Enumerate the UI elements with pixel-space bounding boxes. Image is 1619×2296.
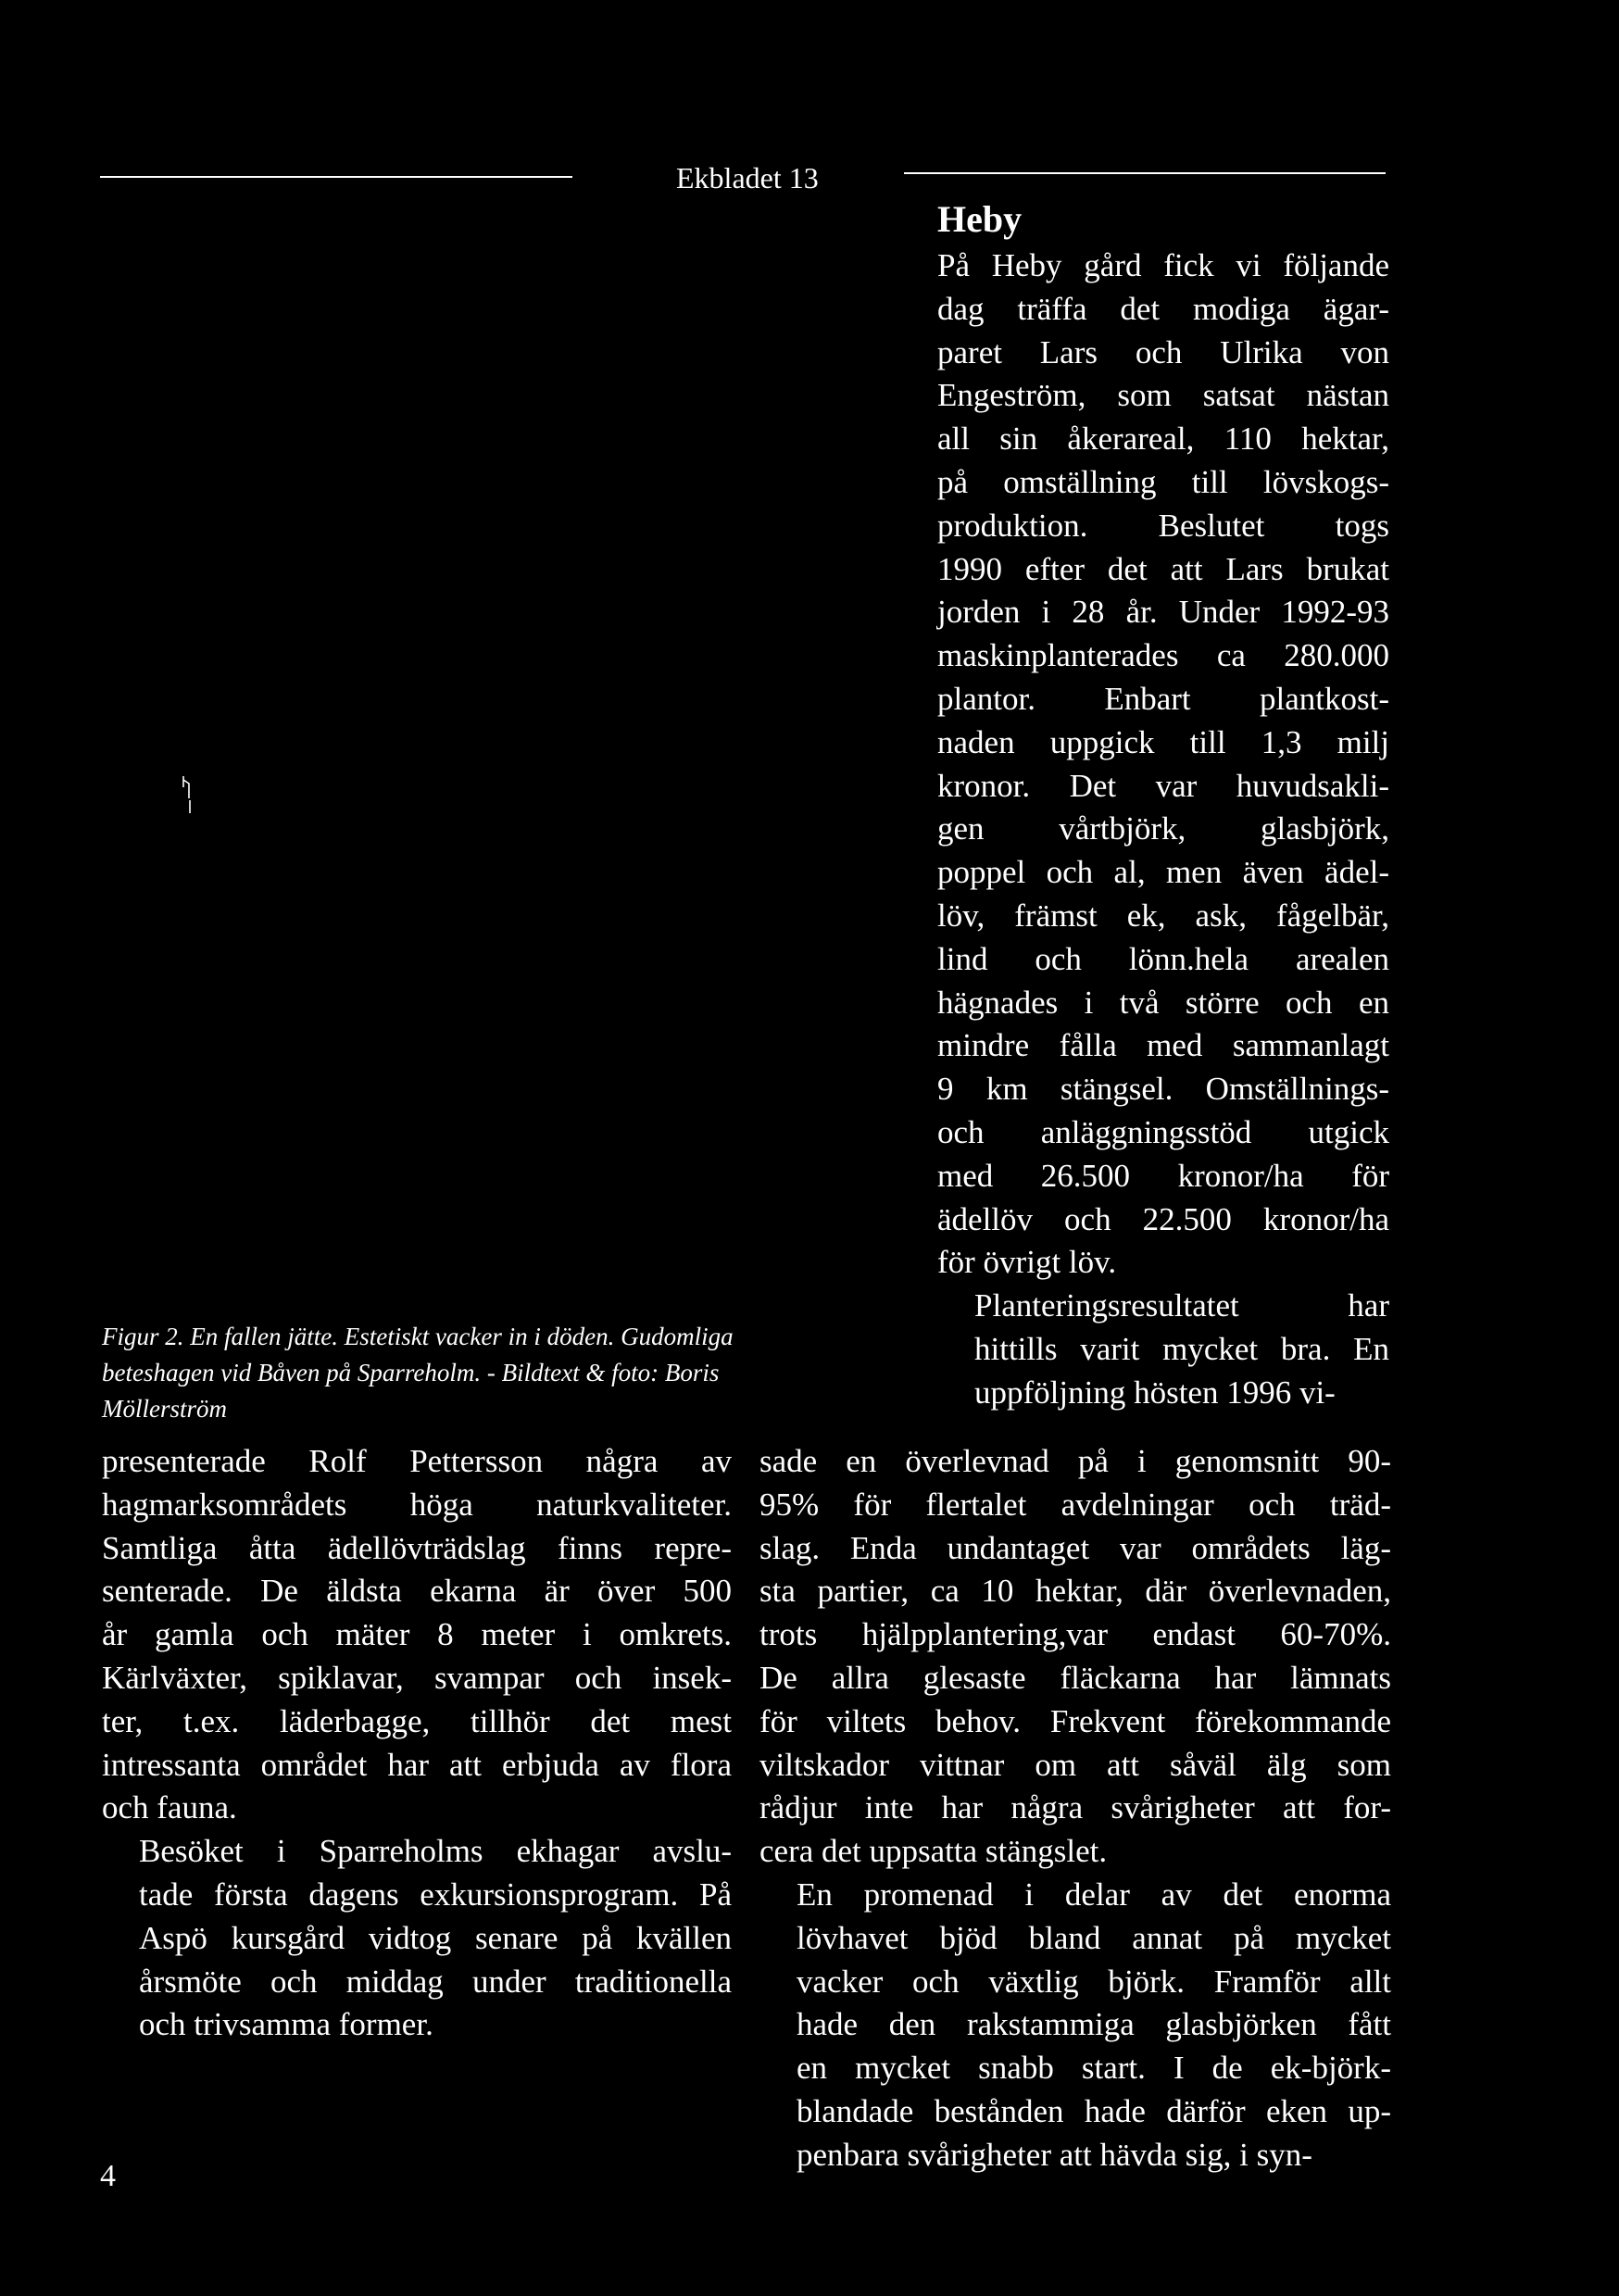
text-line: all sin åkerareal, 110 hektar, — [937, 420, 1389, 458]
text-line: Engeström, som satsat nästan — [937, 377, 1389, 414]
text-line: trots hjälpplantering,var endast 60-70%. — [759, 1616, 1391, 1653]
text-line: Planteringsresultatet har — [974, 1287, 1389, 1324]
text-line: kronor. Det var huvudsakli- — [937, 767, 1389, 804]
text-line: De allra glesaste fläckarna har lämnats — [759, 1659, 1391, 1696]
text-line: På Heby gård fick vi följande — [937, 247, 1389, 283]
text-line: sade en överlevnad på i genomsnitt 90- — [759, 1443, 1391, 1479]
text-line: och anläggningsstöd utgick — [937, 1113, 1389, 1150]
paragraph — [937, 245, 1389, 1285]
text-line: uppföljning hösten 1996 vi- — [974, 1374, 1336, 1411]
paragraph — [102, 1440, 732, 1830]
paragraph — [102, 1830, 732, 2047]
text-line: senterade. De äldsta ekarna är över 500 — [102, 1573, 732, 1610]
text-line: poppel och al, men även ädel- — [937, 854, 1389, 891]
text-line: rådjur inte har några svårigheter att for- — [759, 1789, 1391, 1826]
right-column-upper — [937, 245, 1389, 1415]
text-line: lövhavet bjöd bland annat på mycket — [797, 1919, 1391, 1956]
text-line: blandade bestånden hade därför eken up- — [797, 2092, 1391, 2129]
text-line: en mycket snabb start. I de ek-björk- — [797, 2050, 1391, 2087]
text-line: 1990 efter det att Lars brukat — [937, 550, 1389, 587]
text-line: ter, t.ex. läderbagge, tillhör det mest — [102, 1702, 732, 1739]
text-line: årsmöte och middag under traditionella — [139, 1963, 732, 2000]
text-line: plantor. Enbart plantkost- — [937, 680, 1389, 717]
text-line: viltskador vittnar om att såväl älg som — [759, 1746, 1391, 1783]
text-line: En promenad i delar av det enorma — [797, 1876, 1391, 1913]
header-rule-left — [100, 176, 572, 178]
header-rule-right — [904, 172, 1386, 174]
text-line: Aspö kursgård vidtog senare på kvällen — [139, 1919, 732, 1956]
text-line: sta partier, ca 10 hektar, där överlevnaden, — [759, 1573, 1391, 1610]
figure-caption: Figur 2. En fallen jätte. Estetiskt vacker in i döden. Gudomliga beteshagen vid Båven på Sparreholm. - Bildtext & foto: Boris Möllerström — [102, 1323, 734, 1423]
text-line: maskinplanterades ca 280.000 — [937, 637, 1389, 674]
text-line: för övrigt löv. — [937, 1244, 1117, 1281]
text-line: med 26.500 kronor/ha för — [937, 1157, 1389, 1194]
paragraph — [759, 1874, 1391, 2177]
text-line: penbara svårigheter att hävda sig, i syn- — [797, 2136, 1312, 2173]
text-line: vacker och växtlig björk. Framför allt — [797, 1963, 1391, 2000]
text-line: tade första dagens exkursionsprogram. På — [139, 1876, 732, 1913]
left-column-body — [102, 1440, 732, 2047]
text-line: år gamla och mäter 8 meter i omkrets. — [102, 1616, 732, 1653]
text-line: dag träffa det modiga ägar- — [937, 290, 1389, 327]
page-number: 4 — [100, 2159, 116, 2193]
text-line: produktion. Beslutet togs — [937, 507, 1389, 544]
text-line: presenterade Rolf Pettersson några av — [102, 1443, 732, 1479]
text-line: gen vårtbjörk, glasbjörk, — [937, 810, 1389, 847]
section-heading: Heby — [937, 198, 1023, 240]
running-title: Ekbladet 13 — [676, 161, 819, 194]
text-line: hägnades i två större och en — [937, 984, 1389, 1021]
text-line: ädellöv och 22.500 kronor/ha — [937, 1200, 1389, 1237]
paragraph — [759, 1440, 1391, 1874]
text-line: slag. Enda undantaget var områdets läg- — [759, 1529, 1391, 1566]
text-line: på omställning till lövskogs- — [937, 463, 1389, 500]
text-line: Samtliga åtta ädellövträdslag finns repre- — [102, 1529, 732, 1566]
text-line: 95% för flertalet avdelningar och träd- — [759, 1486, 1391, 1523]
text-line: intressanta området har att erbjuda av flora — [102, 1746, 732, 1783]
text-line: hade den rakstammiga glasbjörken fått — [797, 2006, 1391, 2043]
paragraph — [937, 1285, 1389, 1414]
text-line: och trivsamma former. — [139, 2006, 433, 2043]
text-line: och fauna. — [102, 1789, 237, 1826]
text-line: naden uppgick till 1,3 milj — [937, 723, 1389, 760]
text-line: jorden i 28 år. Under 1992-93 — [937, 594, 1389, 631]
photo-fragment-icon — [182, 774, 193, 815]
text-line: löv, främst ek, ask, fågelbär, — [937, 897, 1389, 934]
text-line: Besöket i Sparreholms ekhagar avslu- — [139, 1833, 732, 1870]
text-line: lind och lönn.hela arealen — [937, 940, 1389, 977]
text-line: Kärlväxter, spiklavar, svampar och insek- — [102, 1659, 732, 1696]
text-line: 9 km stängsel. Omställnings- — [937, 1071, 1389, 1108]
text-line: mindre fålla med sammanlagt — [937, 1027, 1389, 1064]
text-line: hittills varit mycket bra. En — [974, 1330, 1389, 1367]
text-line: cera det uppsatta stängslet. — [759, 1833, 1108, 1870]
text-line: paret Lars och Ulrika von — [937, 333, 1389, 370]
text-line: för viltets behov. Frekvent förekommande — [759, 1702, 1391, 1739]
right-column-lower — [759, 1440, 1391, 2177]
text-line: hagmarksområdets höga naturkvaliteter. — [102, 1486, 732, 1523]
